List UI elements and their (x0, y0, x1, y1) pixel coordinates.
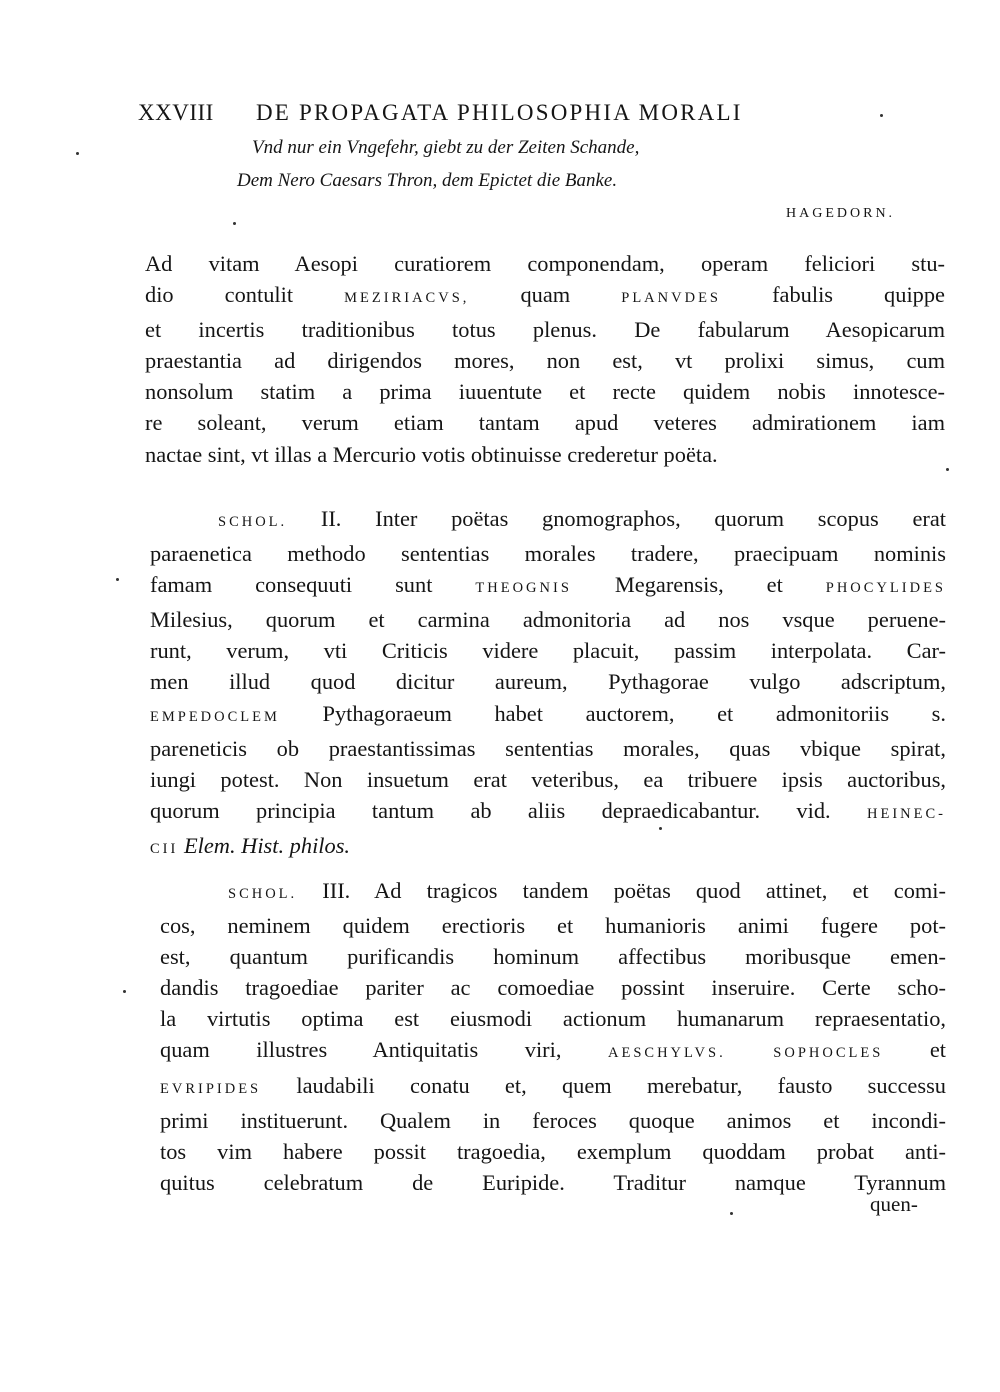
text-line: et incertis traditionibus totus plenus. De fabularum Aesopicarum (145, 317, 945, 343)
author-name-phocylides: PHOCYLIDES (825, 580, 946, 597)
citation-title: Elem. Hist. philos. (183, 832, 351, 858)
author-names-aeschylus-sophocles: AESCHYLVS. SOPHOCLES (608, 1045, 884, 1062)
author-name-planudes: PLANVDES (621, 290, 721, 307)
text-fragment: Megarensis, et (614, 572, 783, 598)
paragraph-scholion-3 (160, 875, 946, 1198)
print-speck (946, 468, 949, 471)
text-line (150, 503, 946, 538)
text-fragment: fabulis quippe (772, 282, 945, 308)
print-speck (730, 1212, 733, 1215)
text-line: iungi potest. Non insuetum erat veteribus, ea tribuere ipsis auctoribus, (150, 766, 946, 792)
text-line: runt, verum, vti Criticis videre placuit, passim interpolata. Car- (150, 638, 946, 664)
verse-attribution: HAGEDORN. (786, 206, 896, 221)
text-fragment: dio contulit (145, 282, 294, 308)
text-line: praestantia ad dirigendos mores, non est, vt prolixi simus, cum (145, 348, 945, 374)
text-line: paraenetica methodo sententias morales tradere, praecipuam nominis (150, 541, 946, 567)
text-line: men illud quod dicitur aureum, Pythagorae vulgo adscriptum, (150, 669, 946, 695)
author-name-euripides: EVRIPIDES (160, 1080, 262, 1097)
verse-line-2: Dem Nero Caesars Thron, dem Epictet die Banke. (237, 170, 618, 191)
text-line (145, 279, 945, 314)
paragraph-scholion-2 (150, 503, 946, 865)
text-fragment: famam consequuti sunt (150, 572, 433, 598)
print-speck (76, 152, 79, 155)
text-line (160, 1034, 946, 1069)
verse-line-1: Vnd nur ein Vngefehr, giebt zu der Zeiten Schande, (252, 137, 640, 158)
text-line: pareneticis ob praestantissimas sententias morales, quas vbique spirat, (150, 735, 946, 761)
scholion-label: SCHOL. (218, 514, 288, 530)
text-line (150, 698, 946, 733)
author-name-heineccius-cont: CII (150, 840, 179, 857)
text-line (150, 830, 946, 865)
text-line (160, 875, 946, 910)
print-speck (123, 990, 126, 993)
running-title: DE PROPAGATA PHILOSOPHIA MORALI (256, 100, 743, 125)
scholion-label: SCHOL. (228, 886, 298, 902)
text-line: tos vim habere possit tragoedia, exemplum quoddam probat anti- (160, 1138, 946, 1164)
text-fragment: quorum principia tantum ab aliis depraedicabantur. vid. (150, 797, 831, 823)
text-line (160, 1070, 946, 1105)
print-speck (659, 827, 662, 830)
print-speck (233, 222, 236, 225)
text-fragment: quam illustres Antiquitatis viri, (160, 1037, 562, 1063)
text-line: dandis tragoediae pariter ac comoediae possint inseruire. Certe scho- (160, 975, 946, 1001)
text-fragment: II. Inter poëtas gnomographos, quorum scopus erat (320, 506, 946, 531)
print-speck (116, 578, 119, 581)
text-line: nonsolum statim a prima iuuentute et recte quidem nobis innotesce- (145, 379, 945, 405)
text-fragment: III. Ad tragicos tandem poëtas quod attinet, et comi- (322, 878, 946, 903)
text-line (150, 569, 946, 604)
text-line: nactae sint, vt illas a Mercurio votis obtinuisse crederetur poëta. (145, 441, 718, 467)
text-line: la virtutis optima est eiusmodi actionum humanarum repraesentatio, (160, 1006, 946, 1032)
print-speck (880, 114, 883, 117)
text-line: re soleant, verum etiam tantam apud veteres admirationem iam (145, 410, 945, 436)
author-name-meziriacus: MEZIRIACVS, (344, 290, 470, 307)
text-fragment: et (929, 1037, 946, 1063)
author-name-heineccius: HEINEC- (866, 805, 946, 822)
text-fragment: laudabili conatu et, quem merebatur, fausto successu (296, 1072, 946, 1098)
text-fragment: Pythagoraeum habet auctorem, et admonitoriis s. (322, 700, 946, 726)
text-line: Milesius, quorum et carmina admonitoria ad nos vsque peruene- (150, 607, 946, 633)
text-line (150, 795, 946, 830)
page-header (138, 100, 878, 136)
author-name-theognis: THEOGNIS (475, 580, 572, 597)
text-line: primi instituerunt. Qualem in feroces quoque animos et incondi- (160, 1107, 946, 1133)
author-name-empedocles: EMPEDOCLEM (150, 708, 280, 725)
text-line: Ad vitam Aesopi curatiorem componendam, operam feliciori stu- (145, 251, 945, 276)
catchword: quen- (870, 1192, 918, 1216)
paragraph-aesop (145, 248, 945, 470)
text-line: est, quantum purificandis hominum affectibus moribusque emen- (160, 944, 946, 970)
text-fragment: quam (520, 282, 571, 308)
page-number: XXVIII (138, 100, 214, 125)
text-line: cos, neminem quidem erectioris et humanioris animi fugere pot- (160, 913, 946, 939)
text-line: quitus celebratum de Euripide. Traditur namque Tyrannum (160, 1169, 946, 1195)
